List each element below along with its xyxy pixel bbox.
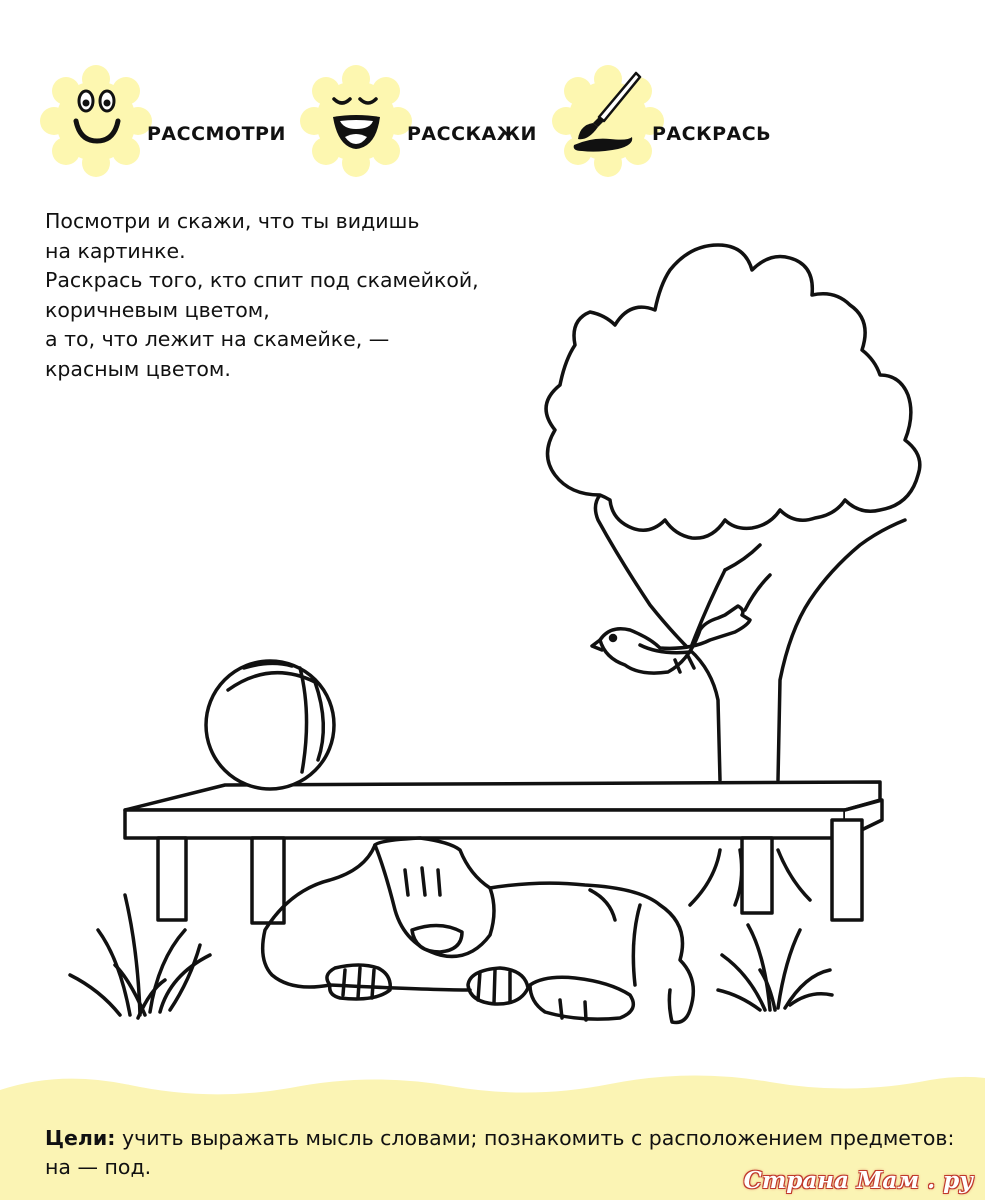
instruction-line: на картинке. [45,238,186,263]
activity-steps [0,0,985,200]
goals-label: Цели: [45,1126,116,1150]
step-label-color: РАСКРАСЬ [652,123,772,145]
tree-crown [546,245,920,538]
bird [592,606,750,673]
instruction-line: Раскрась того, кто спит под скамейкой, [45,268,479,292]
bench [125,782,882,923]
instruction-line: а то, что лежит на скамейке, — [45,327,390,351]
paintbrush-icon [552,65,664,177]
instruction-line: коричневым цветом, [45,297,270,322]
dog [263,838,694,1023]
step-label-tell: РАССКАЖИ [407,123,537,145]
coloring-scene [0,225,985,1055]
instruction-line: Посмотри и скажи, что ты видишь [45,209,420,233]
smiling-face-icon [40,65,152,177]
ball [206,661,334,789]
grass-tuft-left [70,895,210,1018]
goals-description: учить выражать мысль словами; познакомить с расположением предметов: на — под. [45,1126,955,1179]
step-label-look: РАССМОТРИ [147,123,286,145]
watermark: Страна Мам . ру [743,1167,973,1194]
talking-face-icon [300,65,412,177]
grass-tuft-right [718,925,832,1010]
instruction-line: красным цветом. [45,356,231,381]
